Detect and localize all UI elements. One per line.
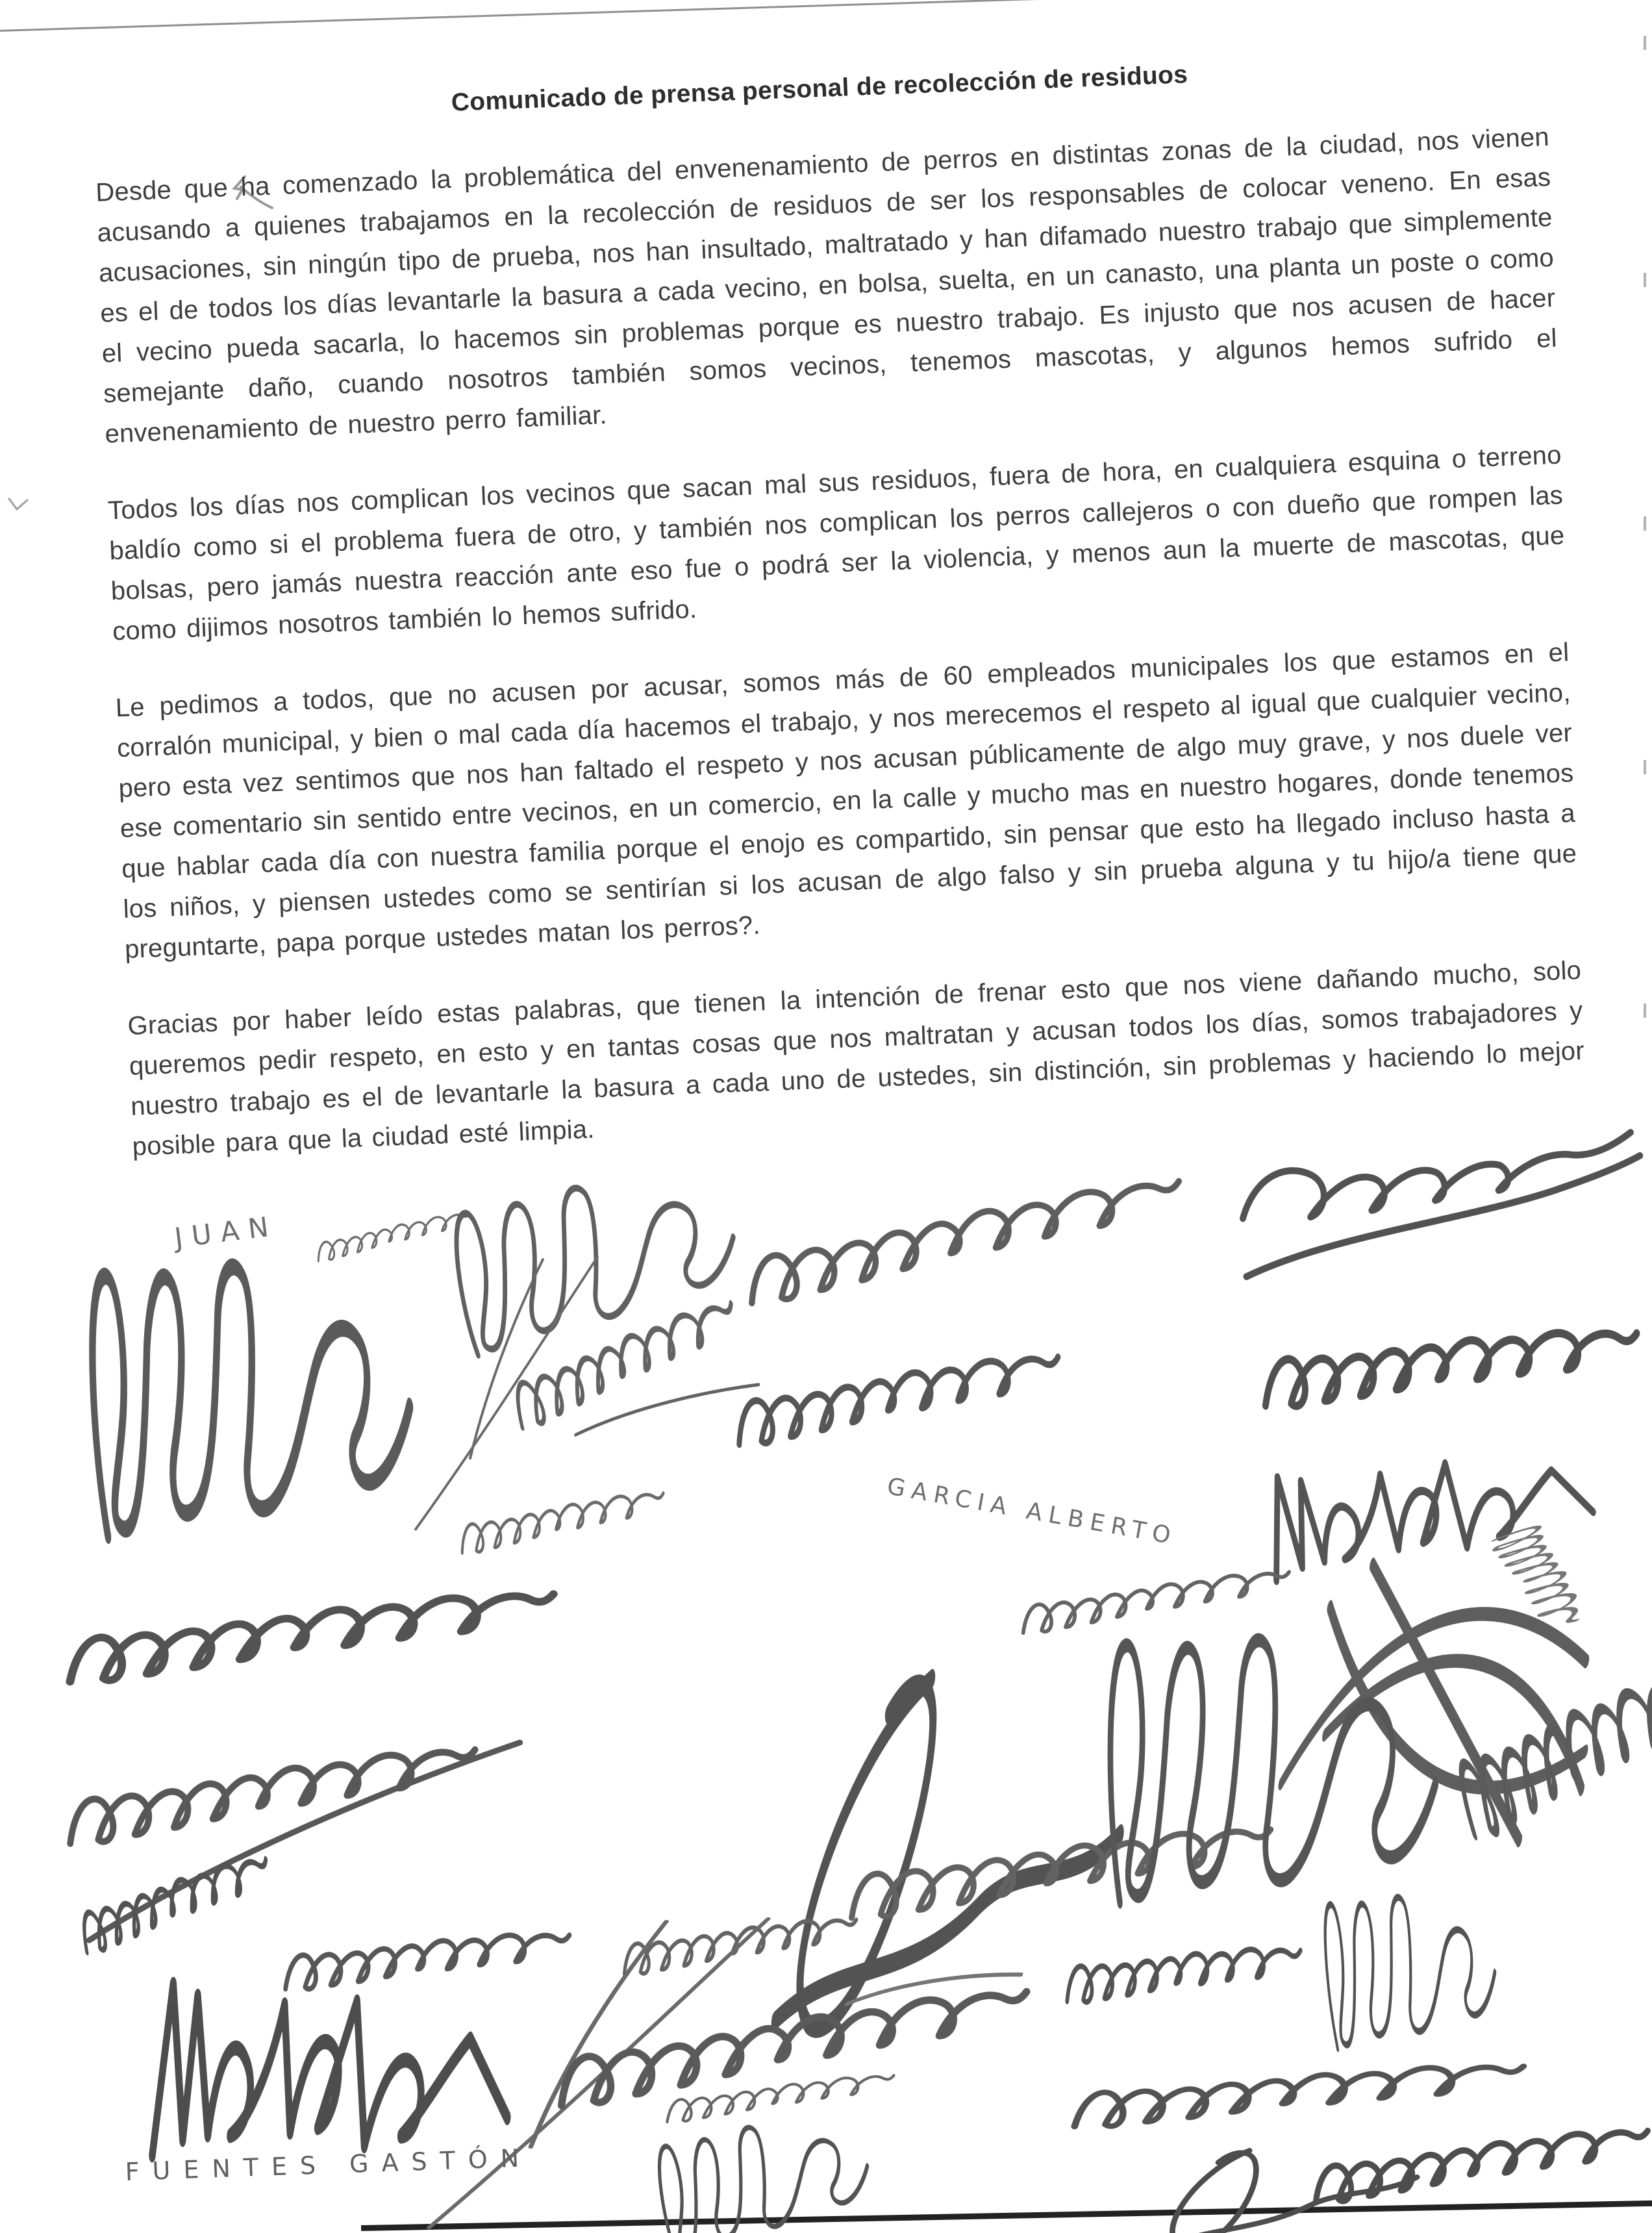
paragraph-3: Le pedimos a todos, que no acusen por acusar, somos más de 60 empleados municipales los que estamos en el corralón municipal, y bien o mal cada día hacemos el trabajo, y nos merecemos el respeto al igual que cualquier vecino, pero esta vez sentimos que nos han faltado el respeto y nos acusan públicamente de algo muy grave, y nos duele ver ese comentario sin sentido entre vecinos, en un comercio, en la calle y mucho mas en nuestro hogares, donde tenemos que hablar cada día con nuestra familia porque el enojo es compartido, sin pensar que esto ha llegado incluso hasta a los niños, y piensen ustedes como se sentirían si los acusan de algo falso y sin prueba alguna y tu hijo/a tiene que preguntarte, papa porque ustedes matan los perros?. — [114, 638, 1577, 965]
sig-moreno-stroke — [1094, 1608, 1447, 1913]
sig-big-left — [73, 1230, 425, 1548]
sig-garcia-label: GARCIA ALBERTO — [884, 1473, 1179, 1550]
sig-juan-label: JUAN — [173, 1209, 280, 1254]
paragraph-2: Todos los días nos complican los vecinos que sacan mal sus residuos, fuera de hora, en cualquiera esquina o terreno baldío como si el problema fuera de otro, y también nos complican los perros callejeros o con dueño que rompen las bolsas, pero jamás nuestra reacción ante eso fue o podrá ser la violencia, y menos aun la muerte de mascotas, que como dijimos nosotros también lo hemos sufrido. — [107, 440, 1566, 646]
sig-bottom-loop-stroke — [1081, 2136, 1427, 2233]
sig-gonzalo — [1056, 1889, 1310, 2037]
sig-big-left-stroke — [73, 1230, 425, 1548]
sig-bottom-loop — [1081, 2136, 1427, 2233]
sig-moreno — [1094, 1608, 1447, 1913]
paragraph-1: Desde que ha comenzado la problemática del envenenamiento de perros en distintas zonas de la ciudad, nos vienen acusando a quienes trabajamos en la recolección de residuos de ser los responsables de colocar veneno. En esas acusaciones, sin ningún tipo de prueba, nos han insultado, maltratado y han difamado nuestro trabajo que simplemente es el de todos los días levantarle la basura a cada vecino, en bolsa, suelta, en un canasto, una planta un poste o como el vecino pueda sacarla, lo hacemos sin problemas porque es nuestro trabajo. Es injusto que nos acusen de hacer semejante daño, cuando nosotros también somos vecinos, tenemos mascotas, y algunos hemos sufrido el envenenamiento de nuestro perro familiar. — [95, 122, 1558, 449]
document-title: Comunicado de prensa personal de recolección de residuos — [451, 60, 1188, 117]
sig-celaya — [52, 1520, 568, 1725]
sig-celaya-stroke — [52, 1520, 568, 1725]
paragraph-4: Gracias por haber leído estas palabras, que tienen la intención de frenar esto que nos viene dañando mucho, solo queremos pedir respeto, en esto y en tantas cosas que nos maltratan y acusan todos los días, somos trabajadores y nuestro trabajo es el de levantarle la basura a cada uno de ustedes, sin distinción, sin problemas y haciendo lo mejor posible para que la ciudad esté limpia. — [127, 955, 1585, 1161]
sig-fuentes-label: FUENTES GASTÓN — [125, 2143, 532, 2186]
sig-gonzalo-stroke — [1056, 1889, 1310, 2037]
